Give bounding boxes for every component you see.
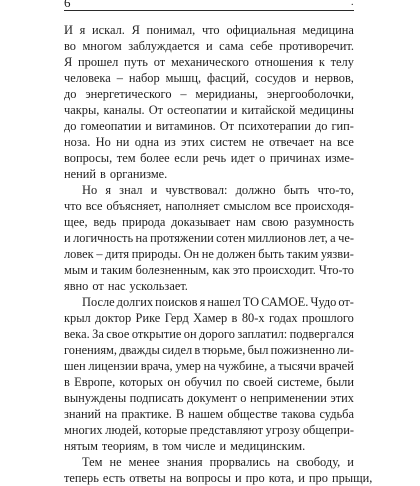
text-line: шен лицензии врача, умер на чужбине, а тысячи врачей xyxy=(64,359,354,373)
text-line: Тем не менее знания прорвались на свободу, и xyxy=(82,455,354,469)
text-line: до гомеопатии и витаминов. От психотерапии до гип- xyxy=(64,119,354,133)
text-line: нений в организме. xyxy=(64,167,168,181)
paragraph xyxy=(64,294,354,454)
body-text xyxy=(64,22,373,486)
text-line: ноза. Но ни одна из этих систем не отвечает на все xyxy=(64,135,354,149)
text-line: во многом заблуждается и сама себе противоречит. xyxy=(64,39,354,53)
text-line: явно от нас ускользает. xyxy=(64,279,188,293)
text-line: и логичность на протяжении сотен миллионов лет, а че- xyxy=(64,231,354,245)
text-line: щее, ведь природа доказывает нам свою разумность xyxy=(64,215,354,229)
text-line: вынуждены подписать документ о неприменении этих xyxy=(64,391,354,405)
text-line: крыл доктор Рике Герд Хамер в 80-х годах прошлого xyxy=(64,311,354,325)
text-line: мым и таким болезненным, как это происходит. Что-то xyxy=(64,263,354,277)
text-line: человека – набор мышц, фасций, сосудов и нервов, xyxy=(64,71,354,85)
paragraph xyxy=(64,454,373,486)
text-line: вопросы, тем более если речь идет о причинах изме- xyxy=(64,151,354,165)
text-line: нятым теориям, в том числе и медицинским. xyxy=(64,439,306,453)
text-line: ловек – дитя природы. Он не должен быть таким уязви- xyxy=(64,247,354,261)
text-line: века. За свое открытие он дорого заплатил: подвергался xyxy=(64,327,354,341)
text-line: что все объясняет, наполняет смыслом все происходя- xyxy=(64,199,354,213)
text-line: Я прошел путь от механического отношения к телу xyxy=(64,55,354,69)
paragraph xyxy=(64,182,354,294)
text-line: гонениям, дважды сидел в тюрьме, был пожизненно ли- xyxy=(64,343,354,357)
text-line: в Европе, которых он обучил по своей системе, были xyxy=(64,375,354,389)
text-line: до энергетического – меридианы, энергооболочки, xyxy=(64,87,354,101)
text-line: И я искал. Я понимал, что официальная медицина xyxy=(64,23,354,37)
page-number: 6 xyxy=(64,0,71,10)
text-line: многих людей, которые представляют угрозу общепри- xyxy=(64,423,354,437)
text-line: чакры, каналы. От остеопатии и китайской медицины xyxy=(64,103,354,117)
text-line: теперь есть ответы на вопросы и про кота, и про прыщи, xyxy=(64,471,373,485)
page-header xyxy=(0,0,420,10)
header-corner-mark: . xyxy=(351,0,354,8)
text-line: Но я знал и чувствовал: должно быть что-то, xyxy=(82,183,354,197)
paragraph xyxy=(64,22,354,182)
text-line: знаний на практике. В нашем обществе такова судьба xyxy=(64,407,354,421)
text-line: После долгих поисков я нашел ТО САМОЕ. Чудо от- xyxy=(82,295,354,309)
header-rule xyxy=(64,10,354,11)
